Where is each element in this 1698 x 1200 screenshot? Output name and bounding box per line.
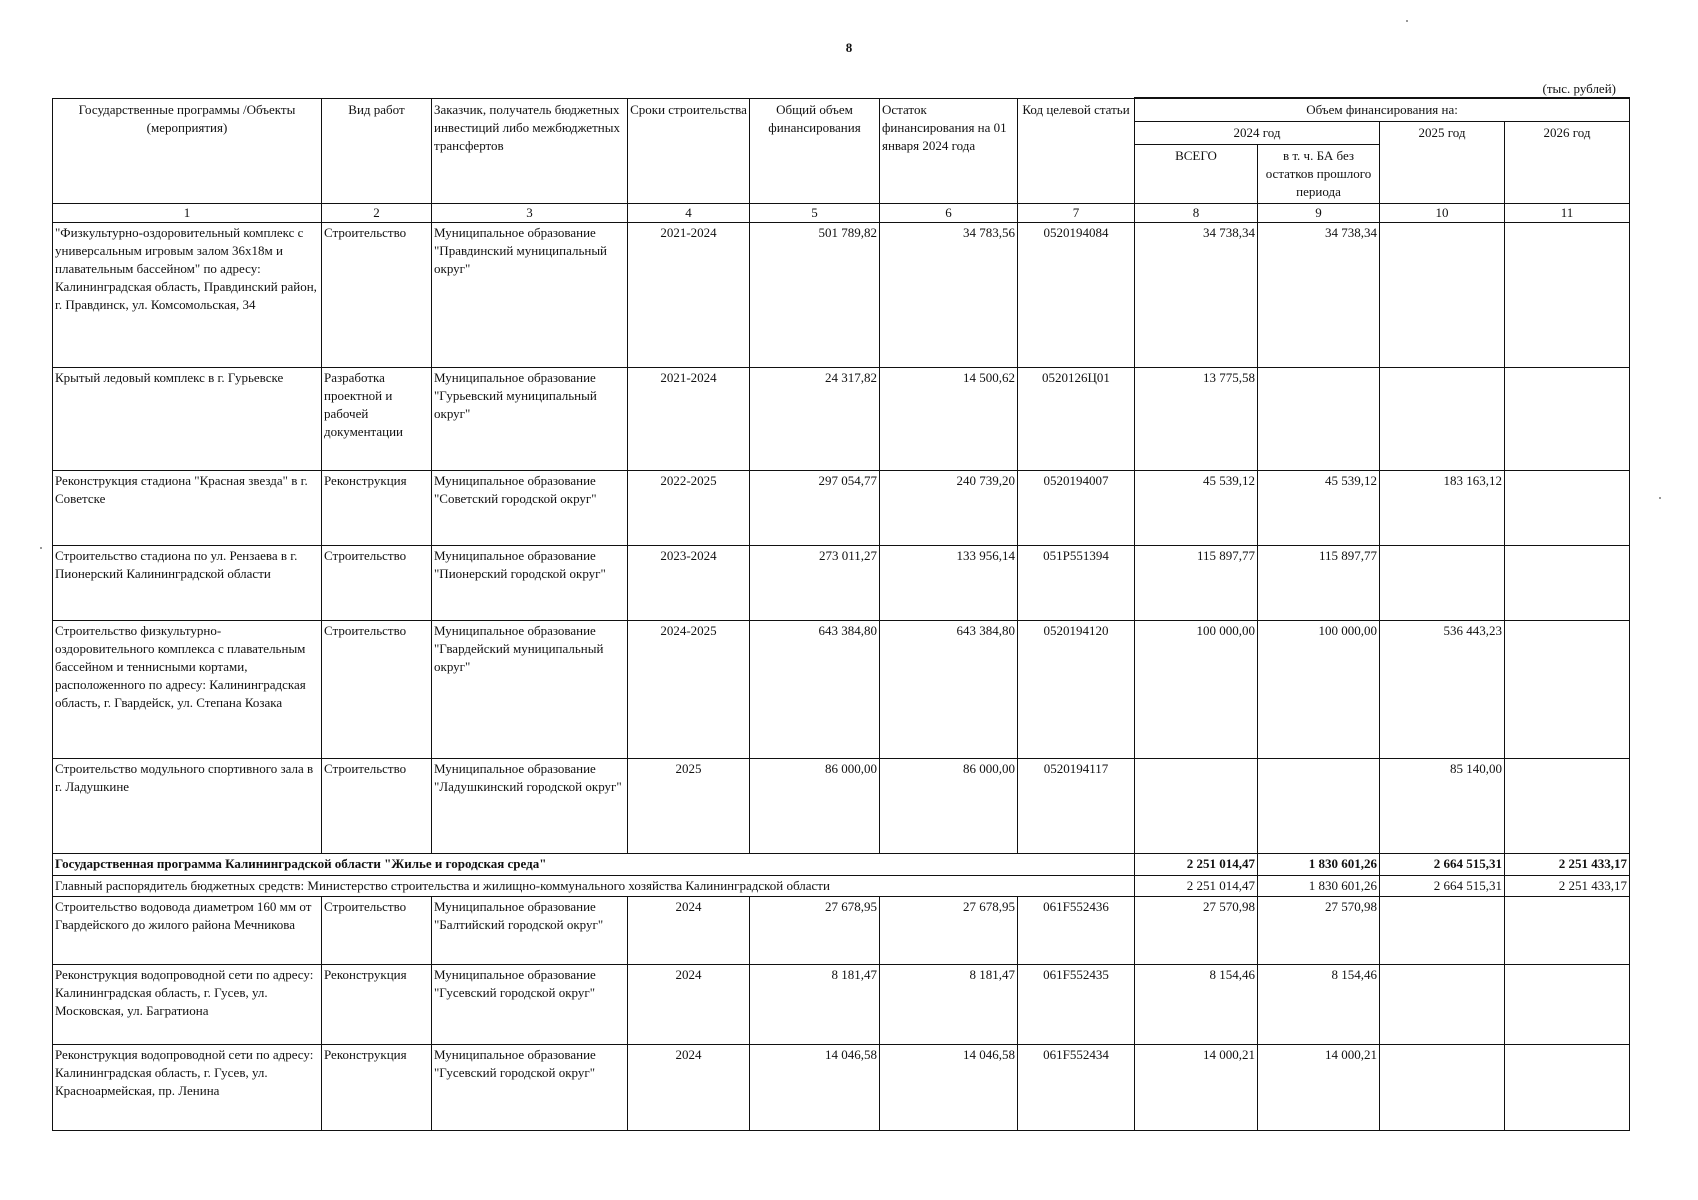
funding-2024-ba: 100 000,00 xyxy=(1258,621,1380,759)
funding-2024-total: 13 775,58 xyxy=(1135,368,1258,471)
period: 2024 xyxy=(628,965,750,1045)
header-2024: 2024 год xyxy=(1135,122,1380,145)
funding-2024-ba xyxy=(1258,368,1380,471)
column-index-9: 9 xyxy=(1258,204,1380,223)
period: 2022-2025 xyxy=(628,471,750,546)
table-row xyxy=(53,471,1630,546)
customer: Муниципальное образование "Балтийский городской округ" xyxy=(432,897,628,965)
funding-2024-total: 2 251 014,47 xyxy=(1135,876,1258,897)
object-name: Реконструкция стадиона "Красная звезда" в г. Советске xyxy=(53,471,322,546)
column-index-1: 1 xyxy=(53,204,322,223)
total-financing: 24 317,82 xyxy=(750,368,880,471)
units-label: (тыс. рублей) xyxy=(1542,81,1616,96)
total-financing: 86 000,00 xyxy=(750,759,880,854)
remaining-financing: 86 000,00 xyxy=(880,759,1018,854)
work-type: Строительство xyxy=(322,897,432,965)
object-name: Строительство стадиона по ул. Рензаева в г. Пионерский Калининградской области xyxy=(53,546,322,621)
header-work-type: Вид работ xyxy=(322,98,432,204)
target-code: 061F552434 xyxy=(1018,1045,1135,1131)
target-code: 0520194120 xyxy=(1018,621,1135,759)
column-index-4: 4 xyxy=(628,204,750,223)
funding-2026: 2 251 433,17 xyxy=(1505,854,1630,876)
header-total-financing: Общий объем финансирования xyxy=(750,98,880,204)
customer: Муниципальное образование "Правдинский муниципальный округ" xyxy=(432,223,628,368)
header-objects: Государственные программы /Объекты (мероприятия) xyxy=(53,98,322,204)
target-code: 0520194084 xyxy=(1018,223,1135,368)
funding-2024-ba: 34 738,34 xyxy=(1258,223,1380,368)
customer: Муниципальное образование "Гурьевский муниципальный округ" xyxy=(432,368,628,471)
period: 2025 xyxy=(628,759,750,854)
funding-2026 xyxy=(1505,759,1630,854)
funding-2026 xyxy=(1505,1045,1630,1131)
funding-2026 xyxy=(1505,368,1630,471)
period: 2024 xyxy=(628,897,750,965)
funding-2024-ba: 115 897,77 xyxy=(1258,546,1380,621)
period: 2024-2025 xyxy=(628,621,750,759)
page-number: 8 xyxy=(845,40,853,55)
funding-2026 xyxy=(1505,897,1630,965)
column-index-11: 11 xyxy=(1505,204,1630,223)
work-type: Разработка проектной и рабочей документации xyxy=(322,368,432,471)
table-row xyxy=(53,965,1630,1045)
column-index-10: 10 xyxy=(1380,204,1505,223)
funding-2024-total: 27 570,98 xyxy=(1135,897,1258,965)
remaining-financing: 14 500,62 xyxy=(880,368,1018,471)
funding-2025 xyxy=(1380,368,1505,471)
funding-2025: 85 140,00 xyxy=(1380,759,1505,854)
target-code: 061F552435 xyxy=(1018,965,1135,1045)
table-row xyxy=(53,223,1630,368)
total-financing: 643 384,80 xyxy=(750,621,880,759)
table-row xyxy=(53,621,1630,759)
manager-row xyxy=(53,876,1630,897)
object-name: Строительство физкультурно-оздоровительного комплекса с плавательным бассейном и теннисными кортами, расположенного по адресу: Калининградская область, г. Гвардейск, ул. Степана Козака xyxy=(53,621,322,759)
column-index-8: 8 xyxy=(1135,204,1258,223)
table-row xyxy=(53,546,1630,621)
funding-2025: 183 163,12 xyxy=(1380,471,1505,546)
funding-2024-ba: 27 570,98 xyxy=(1258,897,1380,965)
funding-2024-ba: 1 830 601,26 xyxy=(1258,854,1380,876)
funding-2025 xyxy=(1380,897,1505,965)
customer: Муниципальное образование "Пионерский городской округ" xyxy=(432,546,628,621)
funding-2026 xyxy=(1505,621,1630,759)
funding-2024-total: 45 539,12 xyxy=(1135,471,1258,546)
total-financing: 27 678,95 xyxy=(750,897,880,965)
funding-2025 xyxy=(1380,223,1505,368)
remaining-financing: 133 956,14 xyxy=(880,546,1018,621)
program-row xyxy=(53,854,1630,876)
funding-2025 xyxy=(1380,965,1505,1045)
object-name: "Физкультурно-оздоровительный комплекс с универсальным игровым залом 36х18м и плавательным бассейном" по адресу: Калининградская область, Правдинский район, г. Правдинск, ул. Комсомольская, 34 xyxy=(53,223,322,368)
customer: Муниципальное образование "Советский городской округ" xyxy=(432,471,628,546)
header-2024-ba: в т. ч. БА без остатков прошлого периода xyxy=(1258,145,1380,204)
total-financing: 501 789,82 xyxy=(750,223,880,368)
header-remaining: Остаток финансирования на 01 января 2024 года xyxy=(880,98,1018,204)
target-code: 0520194007 xyxy=(1018,471,1135,546)
funding-2024-total: 8 154,46 xyxy=(1135,965,1258,1045)
funding-2024-ba: 45 539,12 xyxy=(1258,471,1380,546)
work-type: Строительство xyxy=(322,223,432,368)
object-name: Крытый ледовый комплекс в г. Гурьевске xyxy=(53,368,322,471)
work-type: Реконструкция xyxy=(322,471,432,546)
object-name: Строительство модульного спортивного зала в г. Ладушкине xyxy=(53,759,322,854)
total-financing: 8 181,47 xyxy=(750,965,880,1045)
manager-row-label: Главный распорядитель бюджетных средств: Министерство строительства и жилищно-коммунального хозяйства Калининградской области xyxy=(53,876,1135,897)
work-type: Строительство xyxy=(322,759,432,854)
target-code: 0520126Ц01 xyxy=(1018,368,1135,471)
funding-2026: 2 251 433,17 xyxy=(1505,876,1630,897)
target-code: 0520194117 xyxy=(1018,759,1135,854)
customer: Муниципальное образование "Гвардейский муниципальный округ" xyxy=(432,621,628,759)
period: 2021-2024 xyxy=(628,223,750,368)
period: 2023-2024 xyxy=(628,546,750,621)
funding-2024-ba xyxy=(1258,759,1380,854)
table-row xyxy=(53,1045,1630,1131)
header-2024-total: ВСЕГО xyxy=(1135,145,1258,204)
funding-2025 xyxy=(1380,1045,1505,1131)
target-code: 051P551394 xyxy=(1018,546,1135,621)
header-2025: 2025 год xyxy=(1380,122,1505,204)
funding-2024-ba: 1 830 601,26 xyxy=(1258,876,1380,897)
column-index-5: 5 xyxy=(750,204,880,223)
remaining-financing: 14 046,58 xyxy=(880,1045,1018,1131)
financing-table xyxy=(52,97,1630,1131)
object-name: Строительство водовода диаметром 160 мм от Гвардейского до жилого района Мечникова xyxy=(53,897,322,965)
funding-2026 xyxy=(1505,223,1630,368)
header-code: Код целевой статьи xyxy=(1018,98,1135,204)
column-index-7: 7 xyxy=(1018,204,1135,223)
funding-2024-ba: 14 000,21 xyxy=(1258,1045,1380,1131)
remaining-financing: 34 783,56 xyxy=(880,223,1018,368)
funding-2024-total: 14 000,21 xyxy=(1135,1045,1258,1131)
work-type: Строительство xyxy=(322,621,432,759)
funding-2026 xyxy=(1505,546,1630,621)
funding-2024-ba: 8 154,46 xyxy=(1258,965,1380,1045)
customer: Муниципальное образование "Гусевский городской округ" xyxy=(432,965,628,1045)
remaining-financing: 8 181,47 xyxy=(880,965,1018,1045)
total-financing: 14 046,58 xyxy=(750,1045,880,1131)
header-2026: 2026 год xyxy=(1505,122,1630,204)
funding-2025: 2 664 515,31 xyxy=(1380,876,1505,897)
column-index-3: 3 xyxy=(432,204,628,223)
table-row xyxy=(53,759,1630,854)
period: 2021-2024 xyxy=(628,368,750,471)
column-index-2: 2 xyxy=(322,204,432,223)
customer: Муниципальное образование "Ладушкинский городской округ" xyxy=(432,759,628,854)
target-code: 061F552436 xyxy=(1018,897,1135,965)
work-type: Реконструкция xyxy=(322,965,432,1045)
object-name: Реконструкция водопроводной сети по адресу: Калининградская область, г. Гусев, ул. Московская, ул. Багратиона xyxy=(53,965,322,1045)
column-index-row xyxy=(53,204,1630,223)
funding-2024-total: 115 897,77 xyxy=(1135,546,1258,621)
funding-2025: 2 664 515,31 xyxy=(1380,854,1505,876)
work-type: Реконструкция xyxy=(322,1045,432,1131)
column-index-6: 6 xyxy=(880,204,1018,223)
remaining-financing: 27 678,95 xyxy=(880,897,1018,965)
customer: Муниципальное образование "Гусевский городской округ" xyxy=(432,1045,628,1131)
total-financing: 273 011,27 xyxy=(750,546,880,621)
funding-2026 xyxy=(1505,471,1630,546)
funding-2026 xyxy=(1505,965,1630,1045)
period: 2024 xyxy=(628,1045,750,1131)
header-period: Сроки строительства xyxy=(628,98,750,204)
total-financing: 297 054,77 xyxy=(750,471,880,546)
funding-2024-total: 2 251 014,47 xyxy=(1135,854,1258,876)
funding-2024-total xyxy=(1135,759,1258,854)
remaining-financing: 240 739,20 xyxy=(880,471,1018,546)
remaining-financing: 643 384,80 xyxy=(880,621,1018,759)
table-body xyxy=(53,223,1630,1131)
table-row xyxy=(53,368,1630,471)
funding-2025: 536 443,23 xyxy=(1380,621,1505,759)
header-customer: Заказчик, получатель бюджетных инвестиций либо межбюджетных трансфертов xyxy=(432,98,628,204)
object-name: Реконструкция водопроводной сети по адресу: Калининградская область, г. Гусев, ул. Красноармейская, пр. Ленина xyxy=(53,1045,322,1131)
funding-2025 xyxy=(1380,546,1505,621)
table-row xyxy=(53,897,1630,965)
work-type: Строительство xyxy=(322,546,432,621)
funding-2024-total: 100 000,00 xyxy=(1135,621,1258,759)
funding-2024-total: 34 738,34 xyxy=(1135,223,1258,368)
header-funding: Объем финансирования на: xyxy=(1135,98,1630,122)
program-row-label: Государственная программа Калининградской области "Жилье и городская среда" xyxy=(53,854,1135,876)
table-header xyxy=(53,98,1630,223)
